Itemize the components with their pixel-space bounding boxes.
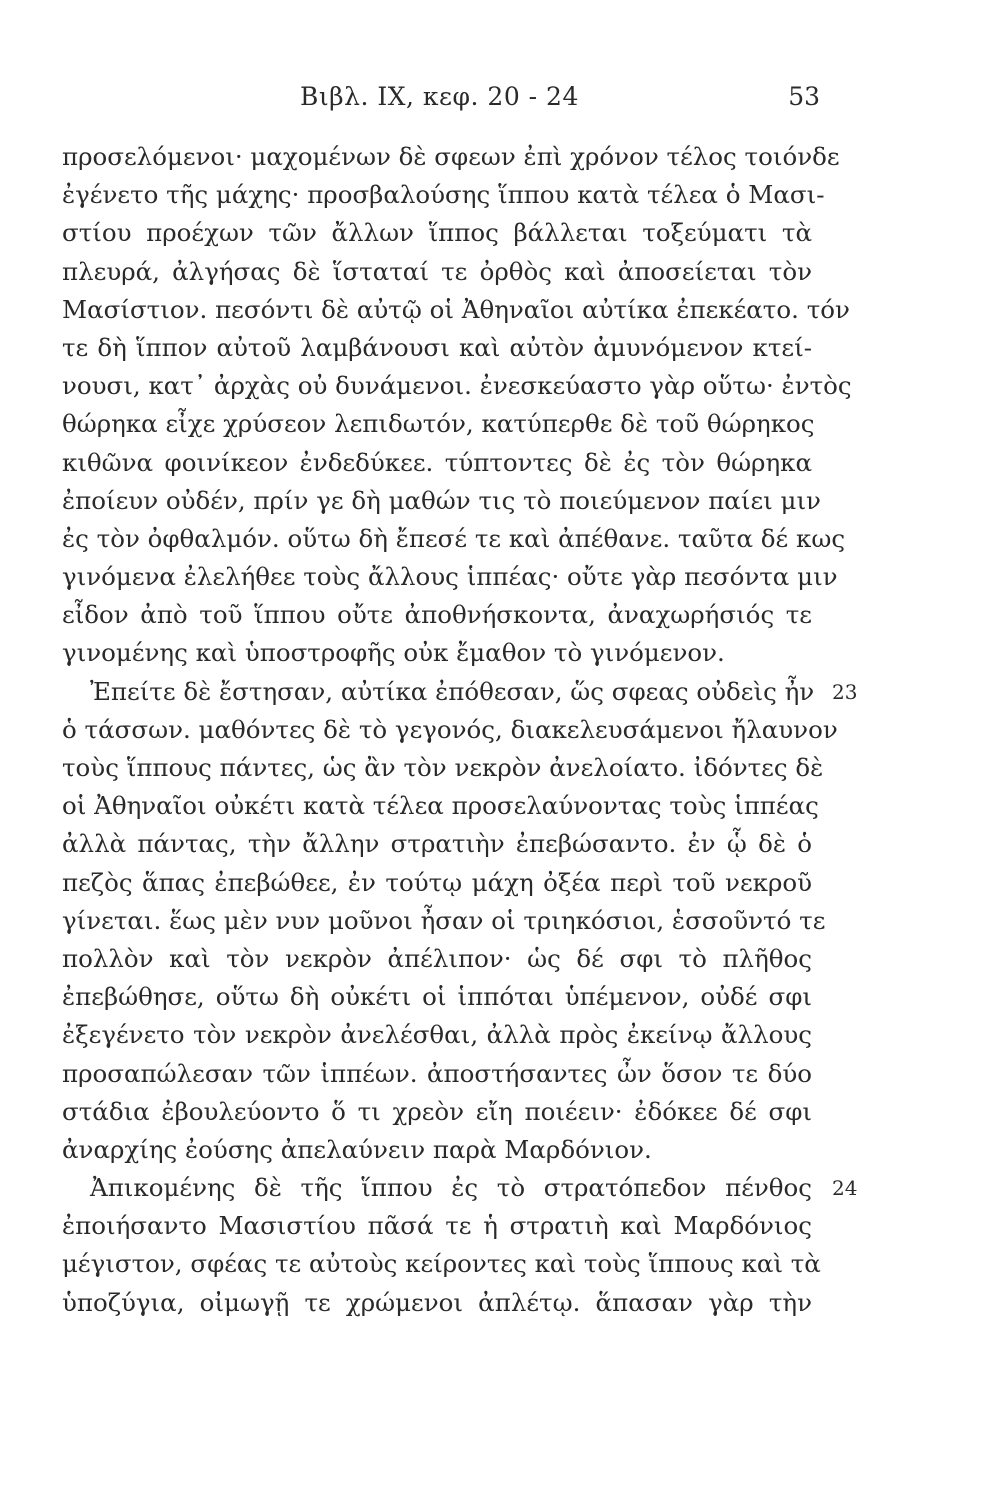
chapter-number-23: 23 [832, 679, 858, 704]
text-line: κιθῶνα φοινίκεον ἐνδεδύκεε. τύπτοντες δὲ ἐς τὸν θώρηκα [62, 447, 812, 477]
text-line: πεζὸς ἅπας ἐπεβώθεε, ἐν τούτῳ μάχη ὀξέα περὶ τοῦ νεκροῦ [62, 867, 812, 897]
text-line: εἶδον ἀπὸ τοῦ ἵππου οὔτε ἀποθνήσκοντα, ἀναχωρήσιός τε [62, 600, 812, 630]
text-line: γίνεται. ἕως μὲν νυν μοῦνοι ἦσαν οἱ τριηκόσιοι, ἑσσοῦντό τε [62, 905, 826, 935]
page-number: 53 [788, 82, 820, 111]
text-line: στάδια ἐβουλεύοντο ὅ τι χρεὸν εἴη ποιέειν· ἐδόκεε δέ σφι [62, 1096, 812, 1126]
text-line: ἐγένετο τῆς μάχης· προσβαλούσης ἵππου κατὰ τέλεα ὁ Μασι- [62, 180, 825, 210]
text-line: οἱ Ἀθηναῖοι οὐκέτι κατὰ τέλεα προσελαύνοντας τοὺς ἱππέας [62, 791, 819, 821]
text-line: ἐς τὸν ὀφθαλμόν. οὕτω δὴ ἔπεσέ τε καὶ ἀπέθανε. ταῦτα δέ κως [62, 523, 846, 553]
page-header [300, 82, 820, 118]
text-line: ἐπεβώθησε, οὕτω δὴ οὐκέτι οἱ ἱππόται ὑπέμενον, οὐδέ σφι [62, 982, 812, 1012]
text-line: ἐποιήσαντο Μασιστίου πᾶσά τε ἡ στρατιὴ καὶ Μαρδόνιος [62, 1211, 812, 1241]
text-line: νουσι, κατ᾽ ἀρχὰς οὐ δυνάμενοι. ἐνεσκεύαστο γὰρ οὕτω· ἐντὸς [62, 371, 852, 401]
chapter-number-24: 24 [832, 1176, 858, 1201]
text-line: Μασίστιον. πεσόντι δὲ αὐτῷ οἱ Ἀθηναῖοι αὐτίκα ἐπεκέατο. τόν [62, 294, 850, 324]
text-line: τε δὴ ἵππον αὐτοῦ λαμβάνουσι καὶ αὐτὸν ἀμυνόμενον κτεί- [62, 332, 812, 362]
text-line: τοὺς ἵππους πάντες, ὡς ἂν τὸν νεκρὸν ἀνελοίατο. ἰδόντες δὲ [62, 753, 824, 782]
text-line: ὁ τάσσων. μαθόντες δὲ τὸ γεγονός, διακελευσάμενοι ἤλαυνον [62, 714, 838, 744]
text-line: προσαπώλεσαν τῶν ἱππέων. ἀποστήσαντες ὦν ὅσον τε δύο [62, 1058, 812, 1088]
body-text [62, 138, 858, 1322]
text-line: ὑποζύγια, οἰμωγῇ τε χρώμενοι ἀπλέτῳ. ἅπασαν γὰρ τὴν [62, 1287, 812, 1317]
paragraph-start-line [62, 1169, 858, 1207]
text-line: θώρηκα εἶχε χρύσεον λεπιδωτόν, κατύπερθε δὲ τοῦ θώρηκος [62, 409, 815, 439]
text-line: ἀναρχίης ἐούσης ἀπελαύνειν παρὰ Μαρδόνιον. [62, 1134, 652, 1164]
text-line: ἐποίευν οὐδέν, πρίν γε δὴ μαθών τις τὸ ποιεύμενον παίει μιν [62, 485, 821, 515]
text-line: πλευρά, ἀλγήσας δὲ ἵσταταί τε ὀρθὸς καὶ ἀποσείεται τὸν [62, 256, 812, 286]
text-line: μέγιστον, σφέας τε αὐτοὺς κείροντες καὶ τοὺς ἵππους καὶ τὰ [62, 1249, 821, 1279]
text-line: πολλὸν καὶ τὸν νεκρὸν ἀπέλιπον· ὡς δέ σφι τὸ πλῆθος [62, 943, 812, 973]
text-line: ἐξεγένετο τὸν νεκρὸν ἀνελέσθαι, ἀλλὰ πρὸς ἐκείνῳ ἄλλους [62, 1020, 812, 1050]
paragraph-start-line [62, 673, 858, 711]
text-line: προσελόμενοι· μαχομένων δὲ σφεων ἐπὶ χρόνον τέλος τοιόνδε [62, 142, 840, 171]
text-line: ἀλλὰ πάντας, τὴν ἄλλην στρατιὴν ἐπεβώσαντο. ἐν ᾧ δὲ ὁ [62, 829, 812, 859]
text-line-content: Ἀπικομένης δὲ τῆς ἵππου ἐς τὸ στρατόπεδον πένθος [90, 1173, 812, 1203]
text-line: στίου προέχων τῶν ἄλλων ἵππος βάλλεται τοξεύματι τὰ [62, 218, 812, 248]
text-line: γινόμενα ἐλελήθεε τοὺς ἄλλους ἱππέας· οὔτε γὰρ πεσόντα μιν [62, 562, 838, 592]
text-line: γινομένης καὶ ὑποστροφῆς οὐκ ἔμαθον τὸ γινόμενον. [62, 638, 725, 668]
running-head: Βιβλ. ΙΧ, κεφ. 20 - 24 [300, 82, 579, 111]
text-line-content: Ἐπείτε δὲ ἔστησαν, αὐτίκα ἐπόθεσαν, ὥς σφεας οὐδεὶς ἦν [90, 676, 815, 706]
